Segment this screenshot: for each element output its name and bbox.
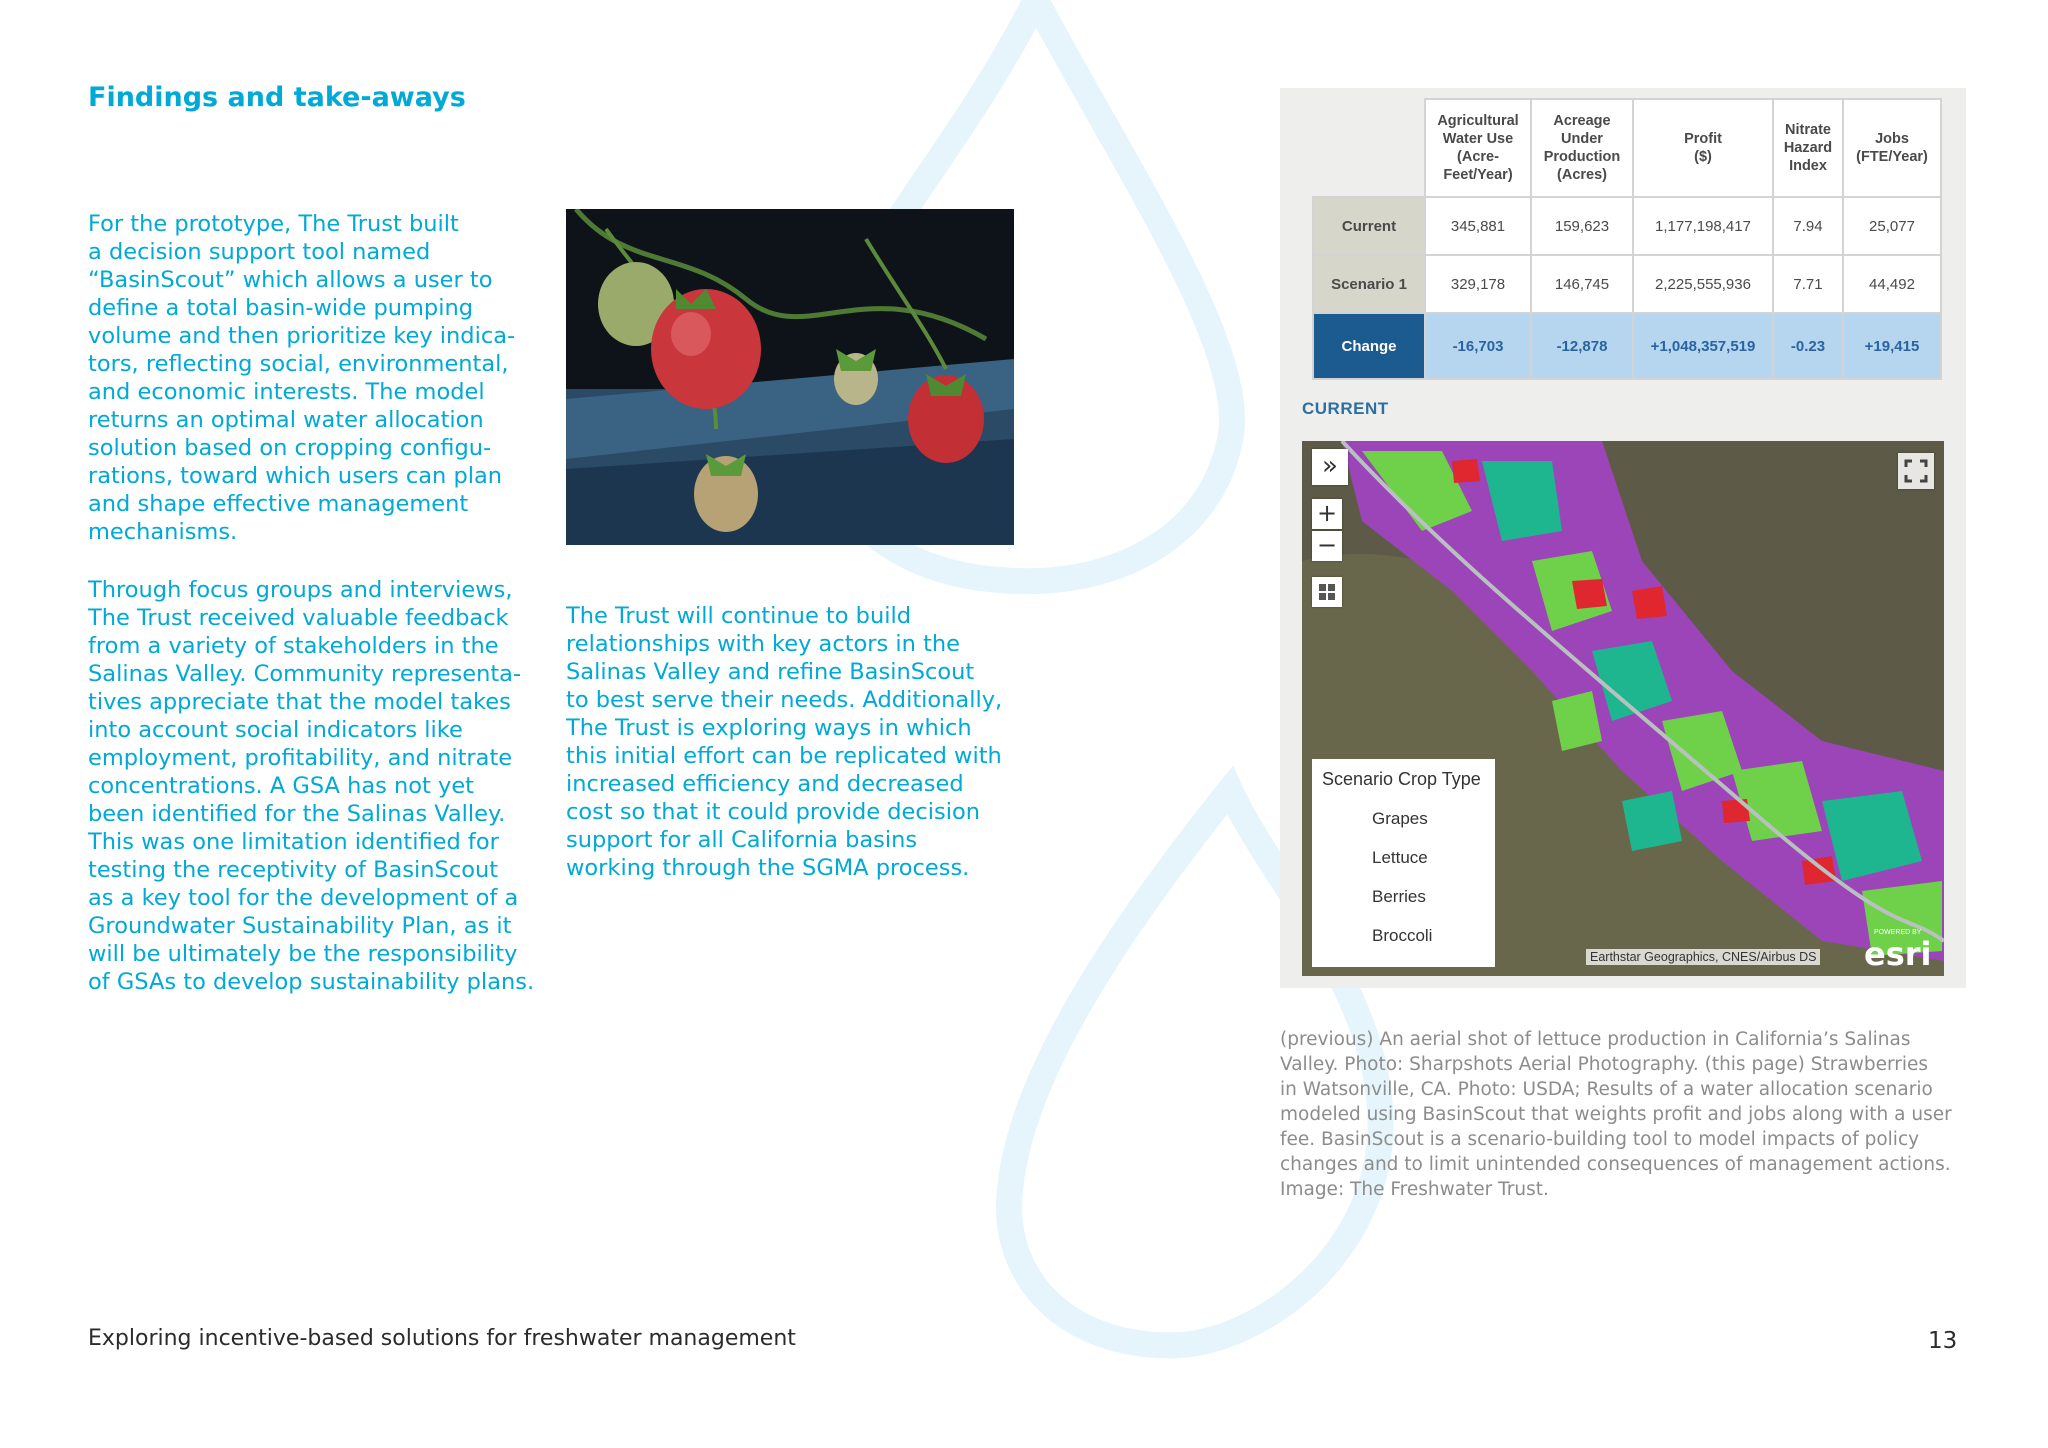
fullscreen-icon: [1898, 453, 1934, 489]
column-header-jobs: Jobs (FTE/Year): [1843, 99, 1941, 197]
table-cell: 159,623: [1531, 197, 1633, 255]
column-header-nitrate: Nitrate Hazard Index: [1773, 99, 1843, 197]
figure-caption: (previous) An aerial shot of lettuce production in California’s Salinas Valley. Photo: Sharpshots Aerial Photography. (this page) Strawberries in Watsonville, CA. Photo: USDA; Results of a water allocation scenario modeled using BasinScout that weights profit and jobs along with a user fee. BasinScout is a scenario-building tool to model impacts of policy changes and to limit unintended consequences of management actions. Image: The Freshwater Trust.: [1280, 1029, 1952, 1200]
map-legend: Scenario Crop Type Grapes Lettuce Berries Broccoli: [1312, 759, 1495, 967]
table-row-change: [1313, 313, 1941, 379]
paragraph-next-steps: The Trust will continue to build relationships with key actors in the Salinas Valley and refine BasinScout to best serve their needs. Additionally, The Trust is exploring ways in which this initial effort can be replicated with increased efficiency and decreased cost so that it could provide decision support for all California basins working through the SGMA process.: [566, 603, 1003, 881]
chevrons-right-icon: »: [1322, 451, 1338, 481]
table-cell: 25,077: [1843, 197, 1941, 255]
esri-logo[interactable]: esri: [1864, 935, 1932, 973]
grid-icon: [1312, 577, 1342, 607]
section-heading: Findings and take-aways: [88, 82, 466, 113]
fullscreen-button[interactable]: [1898, 453, 1934, 489]
table-cell: +19,415: [1843, 313, 1941, 379]
crop-map[interactable]: [1302, 441, 1944, 976]
table-cell: 329,178: [1425, 255, 1531, 313]
table-cell: 146,745: [1531, 255, 1633, 313]
table-cell: +1,048,357,519: [1633, 313, 1773, 379]
scenario-results-table: [1312, 98, 1942, 380]
footer-title: Exploring incentive-based solutions for freshwater management: [88, 1326, 796, 1351]
paragraph-feedback: Through focus groups and interviews, The Trust received valuable feedback from a variety of stakeholders in the Salinas Valley. Community representa- tives appreciate that the model takes into account social indicators like employment, profitability, and nitrate concentrations. A GSA has not yet been identified for the Salinas Valley. This was one limitation identified for testing the receptivity of BasinScout as a key tool for the development of a Groundwater Sustainability Plan, as it will be ultimately be the responsibility of GSAs to develop sustainability plans.: [88, 577, 535, 995]
row-label: Change: [1313, 313, 1425, 379]
table-cell: 2,225,555,936: [1633, 255, 1773, 313]
basemap-toggle-button[interactable]: [1312, 577, 1342, 607]
strawberry-photo: [566, 209, 1014, 545]
row-label: Current: [1313, 197, 1425, 255]
table-cell: 1,177,198,417: [1633, 197, 1773, 255]
table-row: [1313, 255, 1941, 313]
zoom-in-button[interactable]: +: [1312, 499, 1342, 529]
paragraph-prototype: For the prototype, The Trust built a decision support tool named “BasinScout” which allows a user to define a total basin-wide pumping volume and then prioritize key indica- tors, reflecting social, environmental, and economic interests. The model returns an optimal water allocation solution based on cropping configu- rations, toward which users can plan and shape effective management mechanisms.: [88, 211, 516, 545]
column-header-water-use: Agricultural Water Use (Acre- Feet/Year): [1425, 99, 1531, 197]
table-cell: 345,881: [1425, 197, 1531, 255]
table-cell: -12,878: [1531, 313, 1633, 379]
basinscout-figure: [1280, 88, 1966, 988]
zoom-out-button[interactable]: −: [1312, 531, 1342, 561]
page-number: 13: [1928, 1328, 1958, 1354]
expand-panel-button[interactable]: [1312, 449, 1348, 485]
table-cell: 7.71: [1773, 255, 1843, 313]
table-cell: 44,492: [1843, 255, 1941, 313]
map-attribution[interactable]: Earthstar Geographics, CNES/Airbus DS: [1586, 949, 1820, 965]
row-label: Scenario 1: [1313, 255, 1425, 313]
table-cell: 7.94: [1773, 197, 1843, 255]
map-section-label: CURRENT: [1302, 399, 1389, 418]
table-cell: -0.23: [1773, 313, 1843, 379]
table-cell: -16,703: [1425, 313, 1531, 379]
esri-powered-by: POWERED BY: [1874, 929, 1922, 936]
legend-title: Scenario Crop Type: [1322, 769, 1481, 789]
column-header-acreage: Acreage Under Production (Acres): [1531, 99, 1633, 197]
column-header-profit: Profit ($): [1633, 99, 1773, 197]
table-row: [1313, 197, 1941, 255]
